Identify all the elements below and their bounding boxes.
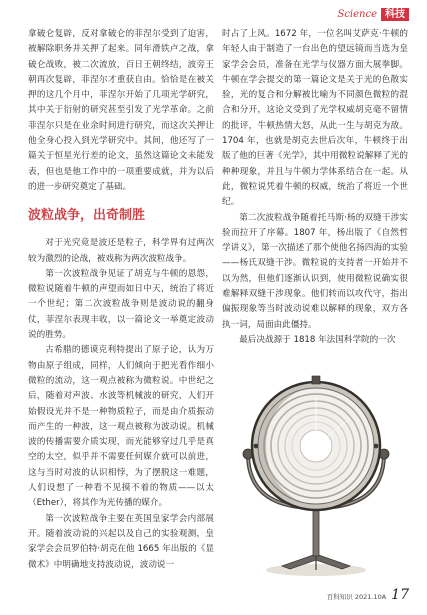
right-column [222,27,408,348]
page-number: 17 [391,587,409,603]
paragraph: 第二次波粒战争随着托马斯·杨的双缝干涉实验而拉开了序幕。1807 年，杨出版了《自然哲学讲义》，第一次描述了那个使他名扬四海的实验——杨氏双缝干涉。微粒说的支持者一开始并不以为然，但他们逐渐认识到，使用微粒说确实很难解释双缝干涉现象。他们转而以攻代守，指出偏振现象等当时波动说难以解释的现象，双方各执一词，局面由此僵持。 [222,212,408,330]
paragraph: 时占了上风。1672 年，一位名叫艾萨克·牛顿的年轻人由于制造了一台出色的望远镜而当选为皇家学会会员，准备在光学与仪器方面大展拳脚。牛顿在学会提交的第一篇论文是关于光的色散实验，光的复合和分解被比喻为不同颜色微粒的混合和分开，这论文受到了光学权威胡克毫不留情的批评，牛顿热情大怒，从此一生与胡克为敌。1704 年，也就是胡克去世后次年，牛顿终于出版了他的巨著《光学》，其中用微粒说解释了光的种种现象，并且与牛顿力学体系结合在一起。从此，微粒说凭着牛顿的权威，统治了将近一个世纪。 [222,29,408,208]
magazine-name: 百科知识 2021.10A [326,593,387,601]
paragraph: 第一次波粒战争主要在英国皇家学会内部展开。随着波动说的兴起以及自己的实验观测，皇家学会会员罗伯特·胡克在他 1665 年出版的《显微术》中明确地支持波动说，波动说一 [28,513,214,570]
paragraph: 古希腊的德谟克利特提出了原子论，认为万物由原子组成，同样，人们倾向于把光看作细小微粒的流动，这一观点被称为微粒说。中世纪之后，随着对声波、水波等机械波的研究，人们开始假设光并不是一种物质粒子，而是由介质振动而产生的一种波，这一观点被称为波动说。机械波的传播需要介质实现，而光能够穿过几乎是真空的太空，似乎并不需要任何媒介就可以前进，这与当时对波的认识相悖，为了摆脱这一难题，人们设想了一种看不见摸不着的物质——以太（Ether），将其作为光传播的媒介。 [28,345,214,509]
section-label-en: Science [337,9,377,20]
paragraph: 最后决战源于 1818 年法国科学院的一次 [239,334,396,345]
paragraph: 对于光究竟是波还是粒子，科学界有过两次较为激烈的论战，被戏称为两次波粒战争。 [28,238,214,264]
page-header [337,8,409,21]
section-tag: 科技 [381,8,409,21]
lighthouse-lens-illustration [230,358,402,580]
left-column [28,27,214,573]
paragraph: 第一次波粒战争见证了胡克与牛顿的恩怨，微粒说随着牛顿的声望而如日中天，统治了将近一个世纪；第二次波粒战争则是波动说的翻身仗，菲涅尔表现丰收，以一篇论文一举奠定波动说的胜势。 [28,268,214,341]
lens-engraving-svg [230,358,402,580]
page-footer [327,587,409,603]
section-title: 波粒战争，出奇制胜 [28,208,146,224]
paragraph: 拿破仑复辟，反对拿破仑的菲涅尔受到了迫害，被解除职务并关押了起来。同年滑铁卢之战，拿破仑战败，被二次流放，百日王朝终结，波旁王朝再次复辟，菲涅尔才重获自由。恰恰是在被关押的这几个月中，菲涅尔开始了几项光学研究，其中关于衍射的研究甚至引发了光学革命。之前菲涅尔只是在业余时间进行研究，而这次关押让他全身心投入到光学研究中。其间，他还写了一篇关于恒星光行差的论文，虽然这篇论文未能发表，但也是他工作中的一项重要成就，并为以后的进一步研究奠定了基础。 [28,29,214,192]
